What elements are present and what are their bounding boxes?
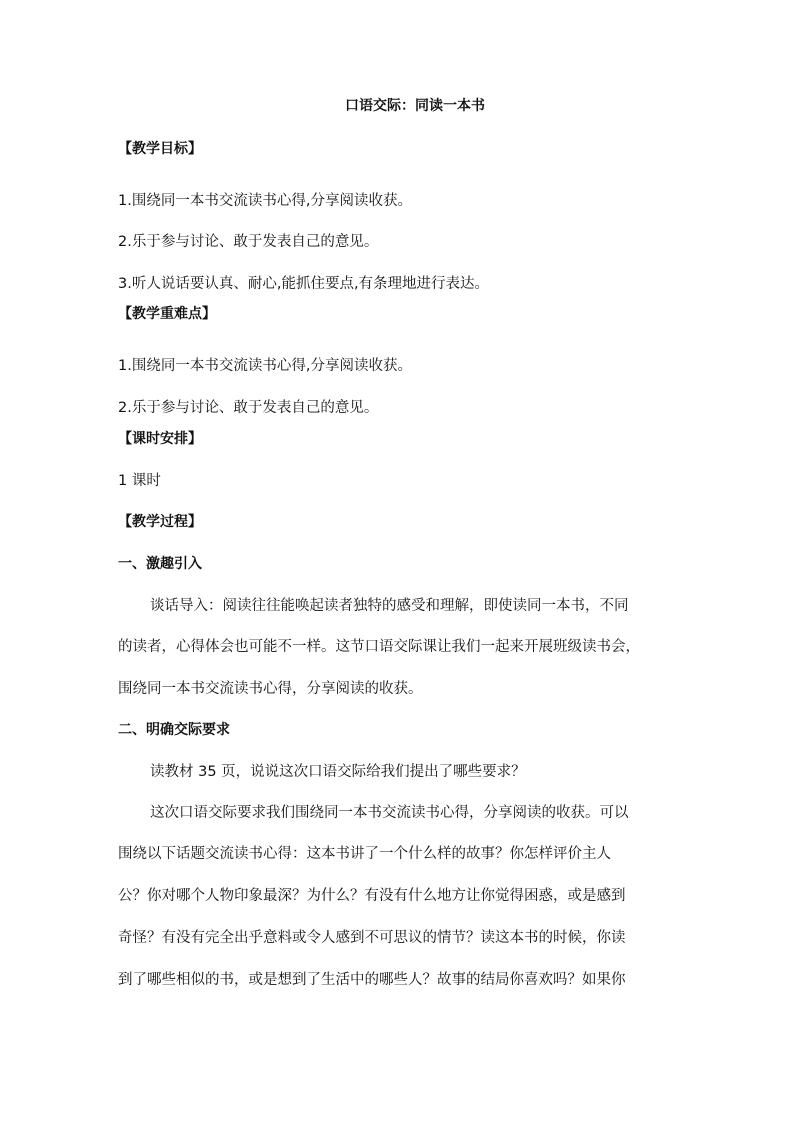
paragraph-line: 围绕同一本书交流读书心得，分享阅读的收获。: [118, 681, 423, 697]
heading-process: 【教学过程】: [118, 514, 202, 530]
paragraph-line: 公？你对哪个人物印象最深？为什么？有没有什么地方让你觉得困惑，或是感到: [118, 888, 626, 904]
goal-item: 3.听人说话要认真、耐心,能抓住要点,有条理地进行表达。: [118, 276, 490, 292]
section-heading: 一、激趣引入: [118, 556, 202, 572]
paragraph-line: 这次口语交际要求我们围绕同一本书交流读书心得，分享阅读的收获。可以: [150, 805, 629, 821]
schedule-text: 1 课时: [118, 473, 161, 489]
paragraph-line: 围绕以下话题交流读书心得：这本书讲了一个什么样的故事？你怎样评价主人: [118, 846, 611, 862]
heading-teaching-goals: 【教学目标】: [118, 141, 202, 157]
paragraph-line: 的读者，心得体会也可能不一样。这节口语交际课让我们一起来开展班级读书会，: [118, 639, 640, 655]
key-point-item: 1.围绕同一本书交流读书心得,分享阅读收获。: [118, 358, 412, 374]
section-heading: 二、明确交际要求: [118, 722, 230, 738]
paragraph-line: 到了哪些相似的书，或是想到了生活中的哪些人？故事的结局你喜欢吗？如果你: [118, 972, 626, 988]
key-point-item: 2.乐于参与讨论、敢于发表自己的意见。: [118, 400, 379, 416]
document-title: 口语交际：同读一本书: [345, 98, 485, 114]
heading-schedule: 【课时安排】: [118, 431, 202, 447]
goal-item: 2.乐于参与讨论、敢于发表自己的意见。: [118, 234, 379, 250]
paragraph-line: 读教材 35 页，说说这次口语交际给我们提出了哪些要求？: [150, 764, 526, 780]
goal-item: 1.围绕同一本书交流读书心得,分享阅读收获。: [118, 193, 412, 209]
paragraph-line: 谈话导入：阅读往往能唤起读者独特的感受和理解，即使读同一本书，不同: [150, 598, 629, 614]
paragraph-line: 奇怪？有没有完全出乎意料或令人感到不可思议的情节？读这本书的时候，你读: [118, 930, 626, 946]
heading-key-points: 【教学重难点】: [118, 306, 216, 322]
